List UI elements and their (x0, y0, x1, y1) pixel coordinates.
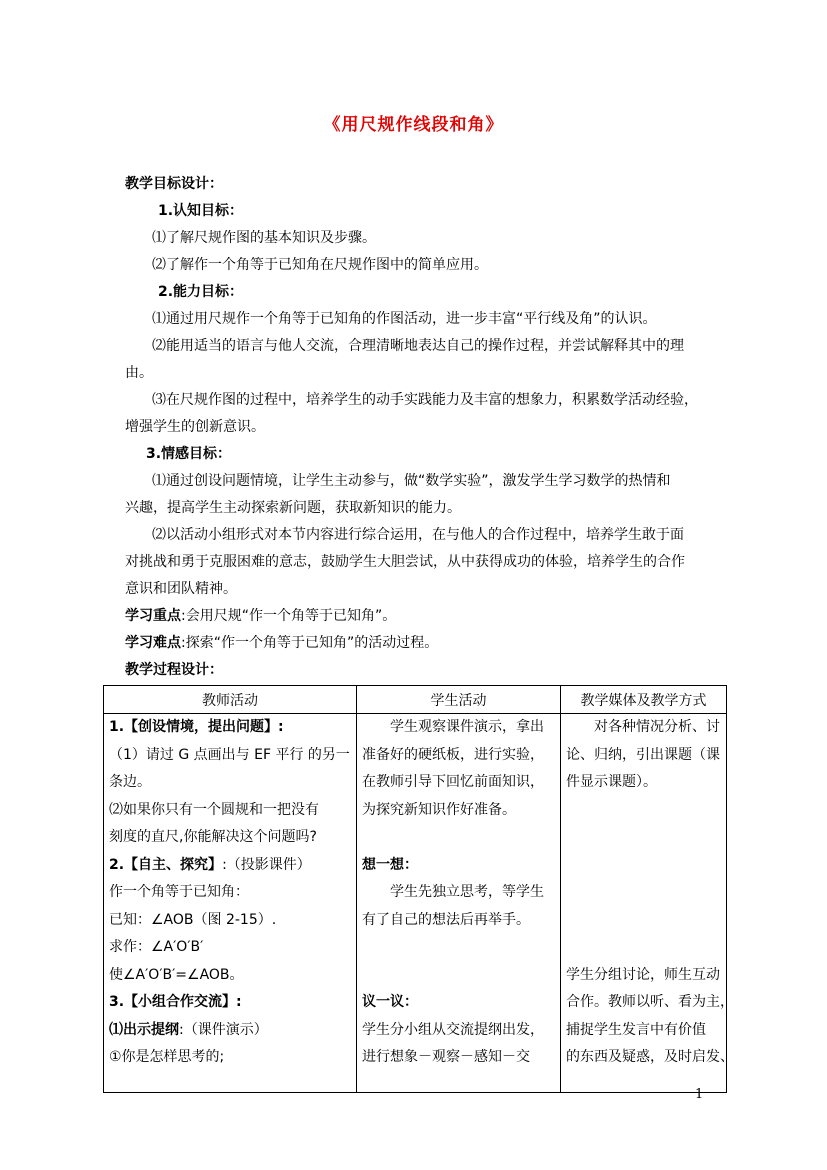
page-number: 1 (695, 1087, 704, 1102)
step-2-title-label: 2.【自主、探究】 (109, 856, 223, 873)
step-1-line-4: 刻度的直尺,你能解决这个问题吗? (109, 829, 317, 845)
student-blank-line (362, 934, 555, 962)
media-p1-line-1: 对各种情况分析、讨 (594, 719, 720, 735)
emotion-goal-1-line-1: ⑴通过创设问题情境，让学生主动参与，做“数学实验”，激发学生学习数学的热情和 (152, 473, 671, 489)
ability-goal-3-line-2: 增强学生的创新意识。 (125, 419, 265, 435)
media-blank-line (566, 824, 721, 852)
header-media-method: 教学媒体及教学方式 (561, 686, 727, 714)
lesson-process-table (103, 685, 734, 1093)
step-2-line-4: 使∠A′O′B′=∠AOB。 (109, 966, 244, 983)
media-blank-line (566, 797, 721, 825)
discuss-title: 议一议： (362, 994, 418, 1010)
step-1-line-3: ⑵如果你只有一个圆规和一把没有 (109, 801, 319, 818)
process-heading: 教学过程设计： (125, 662, 223, 678)
emotion-goal-1-line-2: 兴趣，提高学生主动探索新问题，获取新知识的能力。 (125, 500, 461, 516)
step-2-line-2: 已知：∠AOB（图 2-15）. (109, 911, 277, 928)
step-1-line-2: 条边。 (109, 774, 151, 790)
media-method-cell (561, 714, 734, 1093)
student-p1-line-3: 在教师引导下回忆前面知识， (362, 774, 544, 790)
media-p2-line-1: 学生分组讨论，师生互动 (566, 966, 720, 983)
think-line-1: 学生先独立思考，等学生 (390, 884, 544, 900)
media-blank-line (566, 879, 721, 907)
table-header-row (104, 686, 727, 714)
document-title: 《用尺规作线段和角》 (323, 115, 504, 135)
step-2-title (109, 852, 351, 880)
discuss-line-2: 进行想象－观察－感知－交 (362, 1049, 530, 1065)
emotion-goal-2-line-3: 意识和团队精神。 (125, 581, 237, 597)
cognitive-goal-1: ⑴了解尺规作图的基本知识及步骤。 (152, 230, 376, 246)
step-3-subheading-label: ⑴出示提纲 (109, 1021, 179, 1038)
media-blank-line (566, 852, 721, 880)
student-activity-cell (357, 714, 561, 1093)
step-1-title: 1.【创设情境，提出问题】: (109, 719, 284, 735)
ability-goal-2-line-1: ⑵能用适当的语言与他人交流，合理清晰地表达自己的操作过程，并尝试解释其中的理 (152, 338, 684, 354)
media-p1-line-2: 论、归纳，引出课题（课 (566, 746, 720, 763)
difficulty-point-text: :探索“作一个角等于已知角”的活动过程。 (181, 635, 439, 651)
student-blank-line (362, 824, 555, 852)
step-2-title-suffix: :（投影课件） (222, 856, 311, 873)
media-p2-line-3: 捕捉学生发言中有价值 (566, 1021, 706, 1038)
student-p1-line-2: 准备好的硬纸板，进行实验， (362, 746, 544, 763)
emotion-goals-heading: 3.情感目标： (146, 446, 232, 462)
media-p2-line-4: 的东西及疑惑，及时启发、 (566, 1049, 734, 1065)
media-blank-line (566, 934, 721, 962)
discuss-line-1: 学生分小组从交流提纲出发， (362, 1021, 544, 1038)
ability-goal-1: ⑴通过用尺规作一个角等于已知角的作图活动，进一步丰富“平行线及角”的认识。 (152, 311, 657, 327)
step-3-subheading (109, 1017, 351, 1045)
step-3-line-1: ①你是怎样思考的; (109, 1049, 225, 1065)
difficulty-point-label: 学习难点 (125, 635, 181, 651)
key-point (125, 606, 396, 626)
student-p1-line-4: 为探究新知识作好准备。 (362, 801, 516, 818)
media-blank-line (566, 907, 721, 935)
step-3-title: 3.【小组合作交流】: (109, 994, 242, 1010)
header-teacher-activity: 教师活动 (104, 686, 357, 714)
think-line-2: 有了自己的想法后再举手。 (362, 911, 530, 928)
ability-goals-heading: 2.能力目标： (158, 284, 244, 300)
teacher-activity-cell (104, 714, 357, 1093)
difficulty-point (125, 633, 438, 653)
step-2-line-3: 求作：∠A′O′B′ (109, 939, 204, 955)
ability-goal-2-line-2: 由。 (125, 365, 153, 381)
media-p2-line-2: 合作。教师以听、看为主， (566, 994, 734, 1010)
key-point-label: 学习重点 (125, 608, 181, 624)
emotion-goal-2-line-1: ⑵以活动小组形式对本节内容进行综合运用，在与他人的合作过程中，培养学生敢于面 (152, 527, 684, 543)
step-3-subheading-suffix: :（课件演示） (179, 1021, 268, 1038)
student-blank-line (362, 962, 555, 990)
media-p1-line-3: 件显示课题）。 (566, 774, 657, 790)
step-2-line-1: 作一个角等于已知角： (109, 884, 249, 900)
table-row (104, 714, 727, 1093)
emotion-goal-2-line-2: 对挑战和勇于克服困难的意志，鼓励学生大胆尝试，从中获得成功的体验，培养学生的合作 (125, 554, 685, 570)
cognitive-goals-heading: 1.认知目标： (158, 203, 244, 219)
key-point-text: :会用尺规“作一个角等于已知角”。 (181, 608, 397, 624)
student-p1-line-1: 学生观察课件演示，拿出 (390, 719, 544, 735)
header-student-activity: 学生活动 (357, 686, 561, 714)
goals-heading: 教学目标设计： (125, 176, 223, 192)
cognitive-goal-2: ⑵了解作一个角等于已知角在尺规作图中的简单应用。 (152, 257, 488, 273)
step-1-line-1: （1）请过 G 点画出与 EF 平行 的另一 (109, 746, 350, 763)
ability-goal-3-line-1: ⑶在尺规作图的过程中，培养学生的动手实践能力及丰富的想象力，积累数学活动经验， (152, 392, 698, 408)
think-title: 想一想： (362, 856, 418, 873)
